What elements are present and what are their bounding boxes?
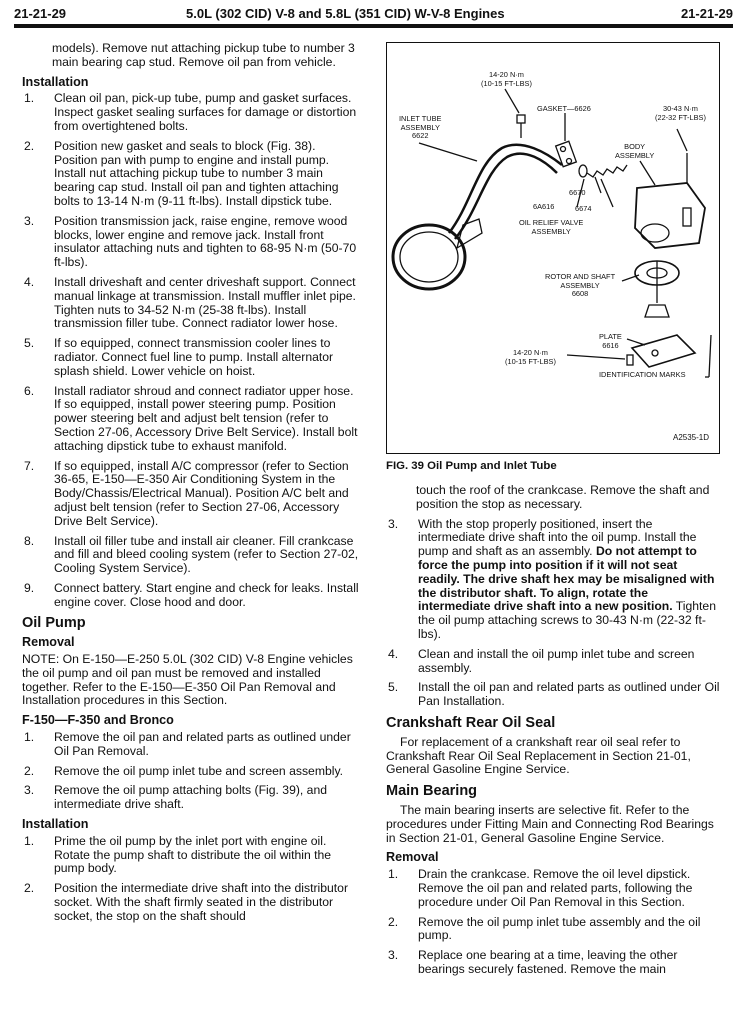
step-number: 2. <box>388 914 399 929</box>
part-6a616-label: 6A616 <box>533 202 555 211</box>
torque-label-top: 14-20 N·m (10-15 FT-LBS) <box>481 70 532 88</box>
left-column <box>22 42 362 930</box>
page-number-left: 21-21-29 <box>14 6 67 21</box>
list-item <box>386 868 720 909</box>
installation2-steps <box>22 835 362 924</box>
installation-steps <box>22 92 362 609</box>
list-item <box>22 765 362 779</box>
step-text: Install oil filler tube and install air cleaner. Fill crankcase and fill and bleed cooling system (refer to Section 27-02, Cooling System Service). <box>54 533 359 576</box>
step-warning-text: Do not attempt to force the pump into position if it will not seat readily. The drive shaft hex may be misaligned with the distributor shaft. To align, rotate the intermediate drive shaft into a new position. <box>418 544 715 614</box>
step-text: Clean and install the oil pump inlet tube and screen assembly. <box>418 646 695 675</box>
step-text: Remove the oil pump attaching bolts (Fig. 39), and intermediate drive shaft. <box>54 783 328 812</box>
step-number: 2. <box>24 138 35 153</box>
step-text: Remove the oil pump inlet tube and screen assembly. <box>54 763 344 778</box>
installation2-heading: Installation <box>22 817 89 832</box>
step-text: Install radiator shroud and connect radiator upper hose. If so equipped, install power steering pump. Position power steering belt and adjust belt tension (refer to Section 27-06, Accessory Drive Belt Service). Install bolt attaching dipstick tube to exhaust manifold. <box>54 383 358 453</box>
step-text: Clean oil pan, pick-up tube, pump and gasket surfaces. Inspect gasket sealing surfaces for damage or distortion from overtightened bolts. <box>54 91 357 133</box>
list-item <box>22 92 362 133</box>
body-assembly-label: BODY ASSEMBLY <box>615 142 655 160</box>
header-title: 5.0L (302 CID) V-8 and 5.8L (351 CID) W-V-8 Engines <box>186 6 505 21</box>
list-item <box>386 648 720 676</box>
figure-39 <box>386 42 720 454</box>
step-text: Position transmission jack, raise engine, remove wood blocks, lower engine and remove jack. Install front insulator attaching nuts and tighten to 68-95 N·m (50-70 ft-lbs). <box>54 213 357 270</box>
step-number: 8. <box>24 533 35 548</box>
identification-marks-label: IDENTIFICATION MARKS <box>599 370 686 379</box>
step-number: 3. <box>24 783 35 798</box>
step-text: If so equipped, install A/C compressor (refer to Section 36-65, E-150—E-350 Air Conditioning System in the Body/Chassis/Electrical Manual). Position A/C belt and adjust belt tension (refer to Section 27-06, Accessory Drive Belt Service). <box>54 458 349 528</box>
step-number: 4. <box>24 274 35 289</box>
step-number: 4. <box>388 646 399 661</box>
right-column <box>386 484 720 983</box>
step-text: Remove the oil pump inlet tube assembly and the oil pump. <box>418 914 701 943</box>
f150-heading: F-150—F-350 and Bronco <box>22 713 174 728</box>
step-number: 1. <box>24 833 35 848</box>
step-number: 5. <box>24 336 35 351</box>
part-6670-label: 6670 <box>569 188 586 197</box>
step-number: 1. <box>388 867 399 882</box>
list-item <box>22 882 362 923</box>
step-text: Position the intermediate drive shaft into the distributor socket. With the shaft firmly seated in the distributor socket, the stop on the shaft should <box>54 881 349 923</box>
installation-heading: Installation <box>22 74 89 89</box>
list-item <box>22 582 362 610</box>
step-number: 2. <box>24 763 35 778</box>
gasket-label: GASKET—6626 <box>537 104 591 113</box>
list-item <box>22 535 362 576</box>
rotor-shaft-label: ROTOR AND SHAFT ASSEMBLY 6608 <box>545 272 616 299</box>
step-text: Install driveshaft and center driveshaft support. Connect manual linkage at transmission. Install muffler inlet pipe. Tighten nuts to 34-52 N·m (25-38 ft-lbs). Install transmission filler tube. Connect radiator lower hose. <box>54 274 356 331</box>
step-text: Replace one bearing at a time, leaving the other bearings securely fastened. Remove the main <box>418 948 678 976</box>
header-rule <box>14 24 733 28</box>
step-text: Position new gasket and seals to block (Fig. 38). Position pan with pump to engine and install pump. Install nut attaching pickup tube to number 3 main bearing cap stud. Install oil pan and tighten attaching bolts to 13-14 N·m (9-11 ft-lbs). Install dipstick tube. <box>54 138 339 208</box>
step-number: 3. <box>24 213 35 228</box>
step-text: Prime the oil pump by the inlet port with engine oil. Rotate the pump shaft to distribute the oil within the pump body. <box>54 833 332 876</box>
main-bearing-removal-steps <box>386 868 720 977</box>
figure-code: A2535-1D <box>673 433 710 442</box>
page-number-right: 21-21-29 <box>680 6 733 21</box>
step-number: 1. <box>24 730 35 745</box>
main-bearing-heading: Main Bearing <box>386 783 478 800</box>
torque-label-right: 30-43 N·m (22-32 FT-LBS) <box>655 104 706 122</box>
right-steps <box>386 518 720 709</box>
step-number: 1. <box>24 91 35 106</box>
step-number: 9. <box>24 580 35 595</box>
step-number: 3. <box>388 948 399 963</box>
step-number: 5. <box>388 680 399 695</box>
removal-steps <box>22 731 362 812</box>
step-text: Drain the crankcase. Remove the oil level dipstick. Remove the oil pan and related parts, following the procedure under Oil Pan Removal in this Section. <box>418 867 693 909</box>
plate-label: PLATE 6616 <box>599 332 622 350</box>
part-6674-label: 6674 <box>575 204 592 213</box>
list-item <box>22 731 362 759</box>
torque-label-bottom: 14-20 N·m (10-15 FT-LBS) <box>505 348 556 366</box>
crankshaft-seal-text: For replacement of a crankshaft rear oil seal refer to Crankshaft Rear Oil Seal Replacement in Section 21-01, General Gasoline Engine Service. <box>386 734 691 777</box>
crankshaft-seal-heading: Crankshaft Rear Oil Seal <box>386 714 556 731</box>
list-item <box>22 140 362 209</box>
step-text: If so equipped, connect transmission cooler lines to radiator. Connect fuel line to pump. Install alternator splash shield. Lower vehicle on hoist. <box>54 336 334 378</box>
step-text: Connect battery. Start engine and check for leaks. Install engine cover. Close hood and door. <box>54 580 359 609</box>
list-item <box>22 215 362 270</box>
list-item <box>22 385 362 454</box>
intro-text: models). Remove nut attaching pickup tube to number 3 main bearing cap stud. Remove oil pan from vehicle. <box>52 41 355 69</box>
step-number: 6. <box>24 383 35 398</box>
list-item <box>22 835 362 876</box>
step-number: 3. <box>388 516 399 531</box>
main-bearing-removal-heading: Removal <box>386 850 439 865</box>
step-text: Tighten the oil pump attaching screws to 30-43 N·m (22-32 ft-lbs). <box>418 599 716 641</box>
list-item <box>386 518 720 642</box>
step-number: 2. <box>24 881 35 896</box>
main-bearing-text: The main bearing inserts are selective fit. Refer to the procedures under Fitting Main and Connecting Rod Bearings in Section 21-01, General Gasoline Engine Service. <box>386 802 714 845</box>
list-item <box>22 276 362 331</box>
step-text: Remove the oil pan and related parts as outlined under Oil Pan Removal. <box>54 730 351 758</box>
list-item <box>22 337 362 378</box>
list-item <box>386 949 720 977</box>
step-text: With the stop properly positioned, insert the intermediate drive shaft into the oil pump. Install the pump and shaft as an assembly. <box>418 516 697 559</box>
removal-heading: Removal <box>22 635 75 650</box>
list-item <box>386 681 720 709</box>
page-header <box>14 6 733 26</box>
list-item <box>22 460 362 529</box>
figure-caption: FIG. 39 Oil Pump and Inlet Tube <box>386 460 557 472</box>
relief-valve-label: OIL RELIEF VALVE ASSEMBLY <box>519 218 584 236</box>
list-item <box>22 784 362 812</box>
step-number: 7. <box>24 458 35 473</box>
oil-pump-heading: Oil Pump <box>22 615 86 632</box>
step-text: Install the oil pan and related parts as outlined under Oil Pan Installation. <box>418 680 720 709</box>
list-item <box>386 916 720 944</box>
inlet-tube-label: INLET TUBE ASSEMBLY 6622 <box>399 114 442 141</box>
continued-text: touch the roof of the crankcase. Remove the shaft and position the stop as necessary. <box>416 483 710 511</box>
note-text: NOTE: On E-150—E-250 5.0L (302 CID) V-8 Engine vehicles the oil pump and oil pan must be removed and installed together. Refer to the E-150—E-350 Oil Pan Removal and Installation procedures in this Section. <box>22 652 353 708</box>
